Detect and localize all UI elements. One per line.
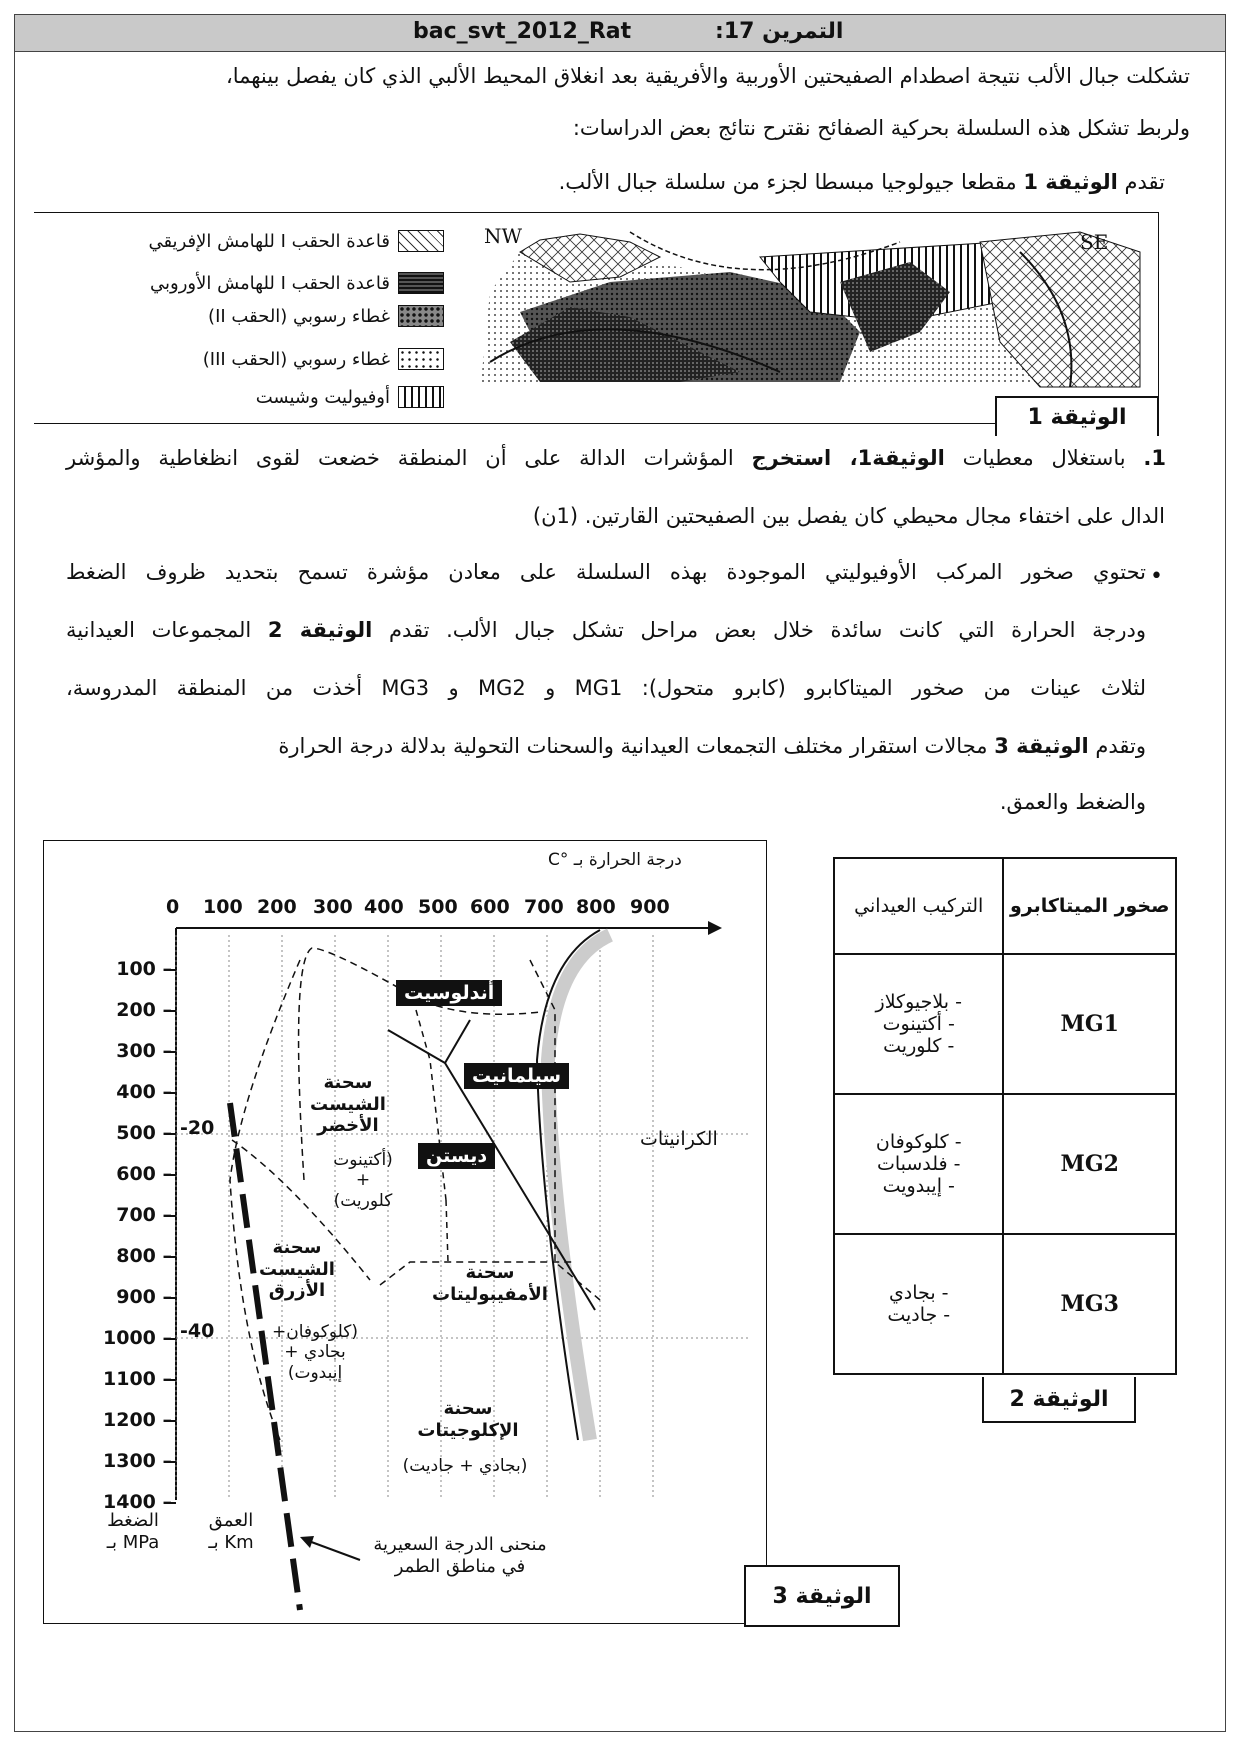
exam-code: bac_svt_2012_Rat: [413, 19, 632, 44]
x-tick: 600: [470, 896, 510, 918]
bullet-line-3: لثلاث عينات من صخور الميتاكابرو (كابرو متحول): MG1 و MG2 و MG3 أخذت من المنطقة المدروسة،: [66, 676, 1146, 700]
bullet-line-4: وتقدم الوثيقة 3 مجالات استقرار مختلف التجمعات العيدانية والسحنات التحولية بدلالة درجة الحرارة: [278, 734, 1146, 758]
depth-axis-label: العمق بـ Km: [208, 1510, 254, 1553]
doc2-label: الوثيقة 2: [982, 1377, 1136, 1423]
y-tick-label: 600 –: [116, 1163, 172, 1185]
rock-cell: MG2: [1003, 1094, 1176, 1234]
table-row: [834, 1094, 1176, 1234]
x-tick: 800: [576, 896, 616, 918]
y-tick-label: 400 –: [116, 1081, 172, 1103]
depth-tick-40: -40: [180, 1320, 215, 1342]
legend-sedimentary-iii: غطاء رسوبي (الحقب III): [203, 348, 444, 370]
label-nw: NW: [484, 224, 523, 248]
intro-line-1: تشكلت جبال الألب نتيجة اصطدام الصفيحتين الأوربية والأفريقية بعد انغلاق المحيط الألبي الذي كان يفصل بينهما،: [225, 64, 1190, 88]
table-row: [834, 954, 1176, 1094]
x-tick: 100: [203, 896, 243, 918]
y-tick-label: 900 –: [116, 1286, 172, 1308]
bullet-line-5: والضغط والعمق.: [999, 790, 1146, 814]
y-tick-label: 1400 –: [103, 1491, 172, 1513]
question-1-line-2: الدال على اختفاء مجال محيطي كان يفصل بين الصفيحتين القارتين. (1ن): [532, 504, 1165, 528]
x-axis-arrow: [708, 921, 722, 935]
geotherm-label: منحنى الدرجة السعيرية في مناطق الطمر: [373, 1534, 547, 1577]
y-tick-label: 800 –: [116, 1245, 172, 1267]
pressure-axis-label: الضغط بـ MPa: [106, 1510, 160, 1553]
y-tick-label: 200 –: [116, 999, 172, 1021]
x-tick: 0: [166, 896, 180, 918]
x-tick: 400: [364, 896, 404, 918]
temp-axis-title: درجة الحرارة بـ °C: [548, 850, 682, 870]
x-tick: 200: [257, 896, 297, 918]
intro-line-2: ولربط تشكل هذه السلسلة بحركية الصفائح نقترح نتائج بعض الدراسات:: [572, 116, 1190, 140]
rock-cell: MG1: [1003, 954, 1176, 1094]
kyanite-label: ديستن: [418, 1143, 495, 1169]
granite-melting-band: [548, 935, 610, 1440]
sillimanite-label: سيلمانيت: [464, 1063, 569, 1089]
doc2-table: [833, 857, 1177, 1375]
y-tick-label: 500 –: [116, 1122, 172, 1144]
legend-african-base: قاعدة الحقب I للهامش الإفريقي: [148, 230, 444, 252]
andalusite-label: أندلوسيت: [396, 980, 502, 1006]
legend-ophiolite: أوفيوليت وشيست: [256, 386, 444, 408]
amph-inner-boundary: [446, 1200, 448, 1262]
amphibolite-facies-label: سحنة الأمفيبوليتات: [432, 1262, 548, 1305]
legend-european-base: قاعدة الحقب I للهامش الأوروبي: [150, 272, 444, 294]
table-row: [834, 1234, 1176, 1374]
doc3-label: الوثيقة 3: [744, 1565, 900, 1627]
blueschist-minerals: (كلوكوفان+ بجادي + إيبدوت): [271, 1322, 359, 1383]
greenschist-minerals: (أكتينوت + كلوريت): [333, 1150, 393, 1211]
doc2-header-row: [834, 858, 1176, 954]
y-tick-label: 1100 –: [103, 1368, 172, 1390]
minerals-cell: - بجادي - جاديت: [834, 1234, 1003, 1374]
doc2-col-rock: صخور الميتاكابرو: [1003, 858, 1176, 954]
doc1-label: الوثيقة 1: [995, 396, 1159, 436]
label-se: SE: [1080, 230, 1109, 254]
blueschist-facies-label: سحنة الشيست الأزرق: [259, 1237, 335, 1302]
rock-cell: MG3: [1003, 1234, 1176, 1374]
x-tick: 700: [524, 896, 564, 918]
eclogite-minerals: (بجادي + جاديت): [402, 1456, 528, 1476]
y-tick-label: 1200 –: [103, 1409, 172, 1431]
y-tick-label: 1000 –: [103, 1327, 172, 1349]
question-1-line-1: 1. باستغلال معطيات الوثيقة1، استخرج المؤشرات الدالة على أن المنطقة خضعت لقوى انظغاطية والمؤشر: [66, 446, 1167, 470]
y-tick-label: 700 –: [116, 1204, 172, 1226]
minerals-cell: - كلوكوفان - فلدسبات - إيبدويت: [834, 1094, 1003, 1234]
y-tick-label: 100 –: [116, 958, 172, 980]
greenschist-facies-label: سحنة الشيست الأخضر: [310, 1072, 386, 1137]
andalusite-kyanite-line: [388, 1030, 445, 1063]
doc2-col-composition: التركيب العيداني: [834, 858, 1003, 954]
y-tick-label: 300 –: [116, 1040, 172, 1062]
legend-sedimentary-ii: غطاء رسوبي (الحقب II): [208, 305, 444, 327]
andalusite-sillimanite-line: [445, 1020, 470, 1063]
bullet-line-1: تحتوي صخور المركب الأوفيوليتي الموجودة بهذه السلسلة على معادن مؤشرة تسمح بتحديد ظروف الضغط: [66, 560, 1146, 584]
intro-doc1-line: تقدم الوثيقة 1 مقطعا جيولوجيا مبسطا لجزء من سلسلة جبال الألب.: [558, 170, 1165, 194]
bullet-line-2: ودرجة الحرارة التي كانت سائدة خلال بعض مراحل تشكل جبال الألب. تقدم الوثيقة 2 المجموعات العيدانية: [66, 618, 1146, 642]
granites-label: الكرانيتات: [640, 1128, 718, 1150]
x-tick: 300: [313, 896, 353, 918]
y-tick-label: 1300 –: [103, 1450, 172, 1472]
x-tick: 900: [630, 896, 670, 918]
exercise-number: التمرين 17:: [715, 19, 844, 44]
granite-melting-curve: [537, 930, 600, 1440]
geotherm-pointer-head: [300, 1536, 314, 1548]
x-tick: 500: [418, 896, 458, 918]
eclogite-facies-label: سحنة الإكلوجيتات: [417, 1398, 519, 1441]
minerals-cell: - بلاجيوكلاز - أكتينوت - كلوريت: [834, 954, 1003, 1094]
depth-tick-20: -20: [180, 1117, 215, 1139]
bullet-dot: •: [1150, 564, 1163, 589]
